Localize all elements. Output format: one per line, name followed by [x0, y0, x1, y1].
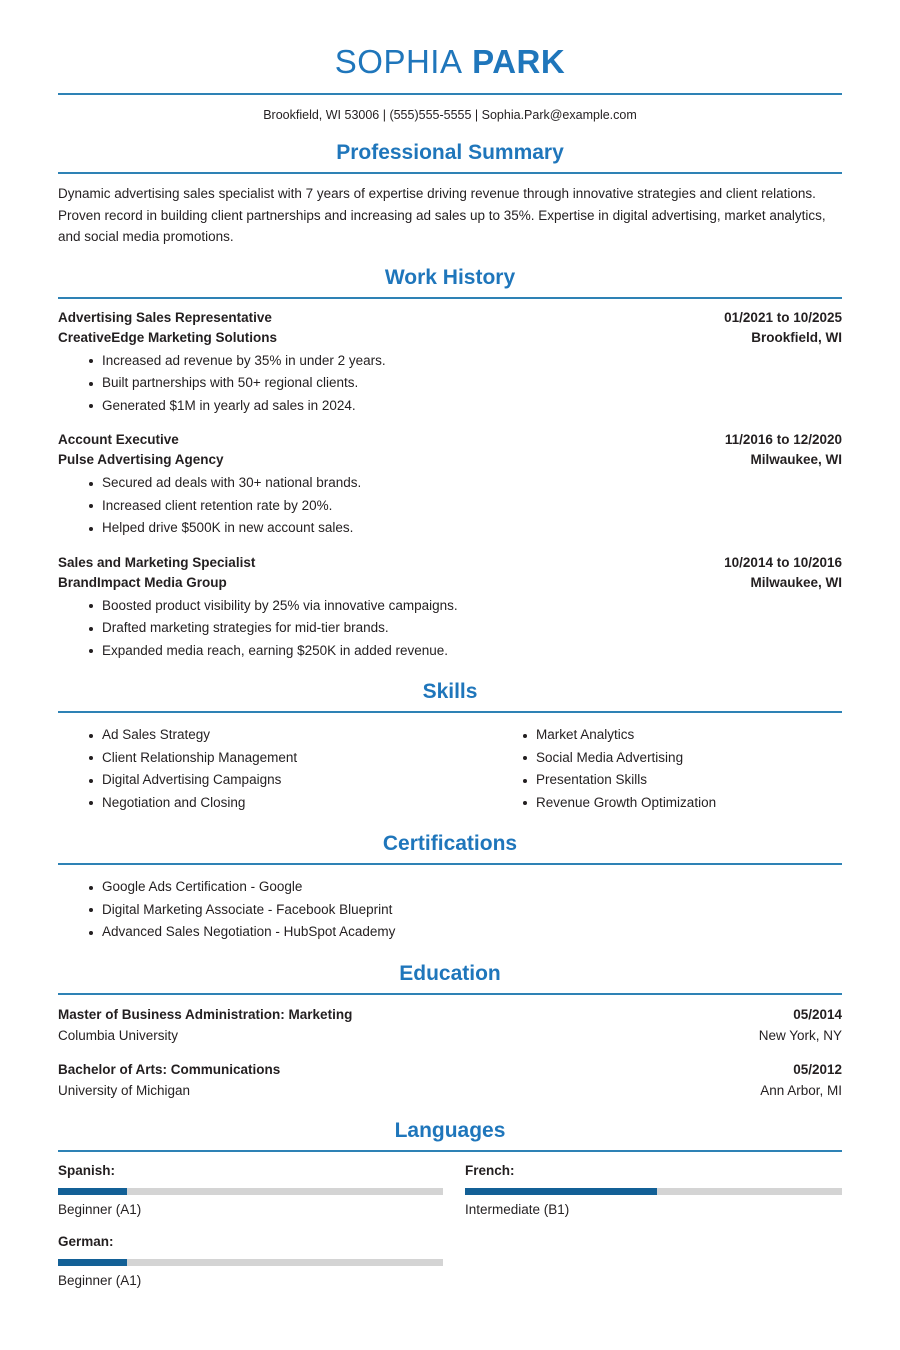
section-title-summary: Professional Summary [336, 141, 564, 164]
language-proficiency-bar [58, 1259, 443, 1266]
language-proficiency-fill [465, 1188, 657, 1195]
job-bullets [58, 595, 842, 663]
language-proficiency-bar [58, 1188, 443, 1195]
language-name: French: [465, 1162, 515, 1178]
education-separator: : [280, 1006, 289, 1022]
skills-list-right [492, 724, 842, 814]
section-title-languages: Languages [394, 1118, 506, 1142]
education-location: Ann Arbor, MI [760, 1082, 842, 1098]
language-item-french [450, 1161, 842, 1220]
section-certifications [58, 831, 842, 944]
job-bullets [58, 472, 842, 540]
section-work-history [58, 265, 842, 663]
certifications-list [58, 876, 842, 944]
education-entry [58, 1059, 842, 1101]
list-item: Ad Sales Strategy [58, 724, 450, 747]
contact-line: Brookfield, WI 53006 | (555)555-5555 | Sophia.Park@example.com [263, 108, 637, 122]
section-title-education: Education [399, 961, 501, 985]
job-company: CreativeEdge Marketing Solutions [58, 329, 278, 345]
job-company-row [58, 328, 842, 348]
list-item: Revenue Growth Optimization [492, 792, 842, 815]
education-location: New York, NY [758, 1027, 842, 1043]
education-major: Marketing [288, 1006, 353, 1022]
section-languages [58, 1118, 842, 1303]
job-dates: 11/2016 to 12/2020 [724, 432, 842, 447]
skills-column-right [450, 722, 842, 814]
list-item: Increased client retention rate by 20%. [58, 495, 842, 518]
education-date: 05/2012 [793, 1061, 842, 1077]
section-title-skills: Skills [422, 680, 478, 703]
skills-column-left [58, 722, 450, 814]
job-title: Sales and Marketing Specialist [58, 554, 256, 570]
education-date: 05/2014 [793, 1006, 842, 1022]
language-level: Beginner (A1) [58, 1272, 142, 1288]
education-degree: Bachelor of Arts [58, 1061, 163, 1077]
job-location: Milwaukee, WI [750, 452, 842, 467]
section-title-certifications: Certifications [382, 832, 518, 855]
skills-columns [58, 722, 842, 814]
job-location: Milwaukee, WI [750, 574, 842, 590]
work-history-entry [58, 308, 842, 418]
job-company-row [58, 573, 842, 593]
job-company-row [58, 450, 842, 470]
language-name: Spanish: [58, 1162, 116, 1178]
list-item: Built partnerships with 50+ regional clients. [58, 372, 842, 395]
list-item: Presentation Skills [492, 769, 842, 792]
job-location: Brookfield, WI [751, 329, 842, 345]
list-item: Generated $1M in yearly ad sales in 2024. [58, 395, 842, 418]
list-item: Advanced Sales Negotiation - HubSpot Academy [58, 921, 842, 944]
page-title [58, 42, 842, 82]
job-title: Advertising Sales Representative [58, 309, 272, 325]
job-company: Pulse Advertising Agency [58, 452, 224, 467]
work-history-entry [58, 553, 842, 663]
summary-text: Dynamic advertising sales specialist with 7 years of expertise driving revenue through innovative strategies and client relations. Proven record in building client partnerships and increasing ad sales up to 35%. Expertise in digital advertising, market analytics, and social media promotions. [58, 186, 826, 244]
education-separator: : [162, 1061, 171, 1077]
job-bullets [58, 350, 842, 418]
list-item: Google Ads Certification - Google [58, 876, 842, 899]
education-major: Communications [170, 1061, 281, 1077]
section-title-work-history: Work History [384, 265, 516, 289]
list-item: Digital Marketing Associate - Facebook Blueprint [58, 899, 842, 922]
section-education [58, 961, 842, 1101]
section-skills [58, 679, 842, 814]
list-item: Client Relationship Management [58, 747, 450, 770]
education-degree: Master of Business Administration [58, 1006, 281, 1022]
last-name: PARK [472, 43, 566, 80]
job-dates: 01/2021 to 10/2025 [724, 309, 842, 325]
education-school-row [58, 1025, 842, 1046]
education-school-row [58, 1080, 842, 1101]
language-proficiency-fill [58, 1188, 127, 1195]
language-item-german [58, 1232, 450, 1291]
language-proficiency-fill [58, 1259, 127, 1266]
job-title: Account Executive [58, 432, 179, 447]
job-title-row [58, 308, 842, 328]
language-level: Beginner (A1) [58, 1201, 142, 1217]
work-history-entry [58, 430, 842, 540]
education-school: University of Michigan [58, 1082, 191, 1098]
job-dates: 10/2014 to 10/2016 [724, 554, 842, 570]
language-item-spanish [58, 1161, 450, 1220]
language-name: German: [58, 1233, 114, 1249]
list-item: Drafted marketing strategies for mid-tier brands. [58, 617, 842, 640]
list-item: Social Media Advertising [492, 747, 842, 770]
list-item: Boosted product visibility by 25% via innovative campaigns. [58, 595, 842, 618]
language-proficiency-bar [465, 1188, 842, 1195]
list-item: Digital Advertising Campaigns [58, 769, 450, 792]
section-professional-summary [58, 140, 842, 248]
list-item: Negotiation and Closing [58, 792, 450, 815]
education-degree-row [58, 1059, 842, 1080]
list-item: Increased ad revenue by 35% in under 2 years. [58, 350, 842, 373]
job-company: BrandImpact Media Group [58, 574, 227, 590]
list-item: Secured ad deals with 30+ national brands. [58, 472, 842, 495]
list-item: Market Analytics [492, 724, 842, 747]
list-item: Helped drive $500K in new account sales. [58, 517, 842, 540]
languages-grid [58, 1161, 842, 1303]
education-degree-line [58, 1059, 280, 1080]
education-entry [58, 1004, 842, 1046]
education-degree-line [58, 1004, 352, 1025]
job-title-row [58, 553, 842, 573]
language-level: Intermediate (B1) [465, 1201, 570, 1217]
skills-list-left [58, 724, 450, 814]
education-school: Columbia University [58, 1027, 179, 1043]
education-degree-row [58, 1004, 842, 1025]
list-item: Expanded media reach, earning $250K in added revenue. [58, 640, 842, 663]
job-title-row [58, 430, 842, 450]
resume-header [58, 0, 842, 82]
first-name: SOPHIA [334, 43, 463, 80]
